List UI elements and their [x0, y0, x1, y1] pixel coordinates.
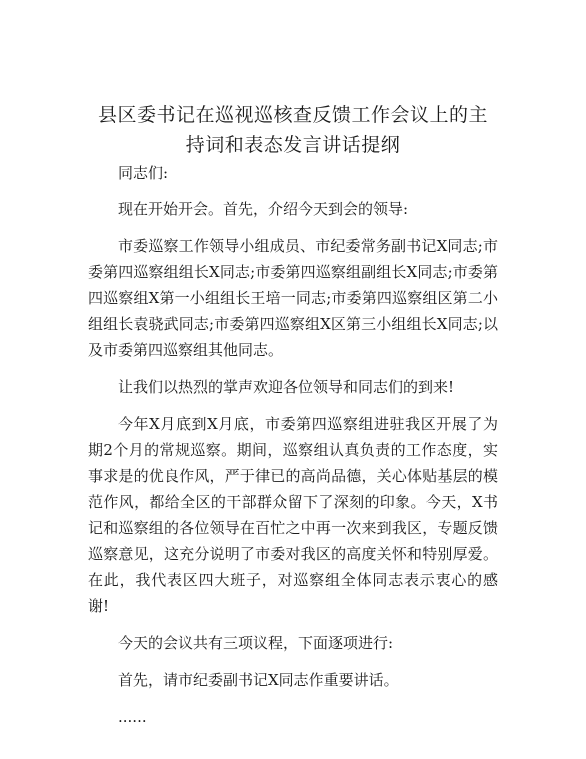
title-line-1: 县区委书记在巡视巡核查反馈工作会议上的主	[97, 104, 488, 126]
agenda-intro-paragraph: 今天的会议共有三项议程，下面逐项进行:	[118, 634, 394, 652]
inspection-summary-paragraph: 今年X月底到X月底，市委第四巡察组进驻我区开展了为期2个月的常规巡察。期间，巡察组认真负责的工作态度，实事求是的优良作风，严于律已的高尚品德，关心体贴基层的模范作风，都给全区的干部群众留下了深刻的印象。今天，X书记和巡察组的各位领导在百忙之中再一次来到我区，专题反馈巡察意见，这充分说明了市委对我区的高度关怀和特别厚爱。在此，我代表区四大班子，对巡察组全体同志表示衷心的感谢!	[88, 415, 498, 615]
welcome-paragraph: 让我们以热烈的掌声欢迎各位领导和同志们的到来!	[118, 378, 455, 396]
opening-paragraph: 现在开始开会。首先，介绍今天到会的领导:	[118, 200, 409, 218]
title-line-2: 持词和表态发言讲话提纲	[185, 134, 401, 156]
document-body	[88, 160, 498, 730]
first-agenda-item-paragraph: 首先，请市纪委副书记X同志作重要讲话。	[118, 671, 399, 689]
document-title	[70, 100, 516, 160]
attendee-list-paragraph: 市委巡察工作领导小组成员、市纪委常务副书记X同志;市委第四巡察组组长X同志;市委第四巡察组副组长X同志;市委第四巡察组X第一小组组长王培一同志;市委第四巡察组区第二小组组长袁骁武同志;市委第四巡察组X区第三小组组长X同志;以及市委第四巡察组其他同志。	[88, 237, 498, 359]
salutation: 同志们:	[118, 164, 169, 182]
ellipsis-paragraph: ......	[118, 708, 147, 726]
